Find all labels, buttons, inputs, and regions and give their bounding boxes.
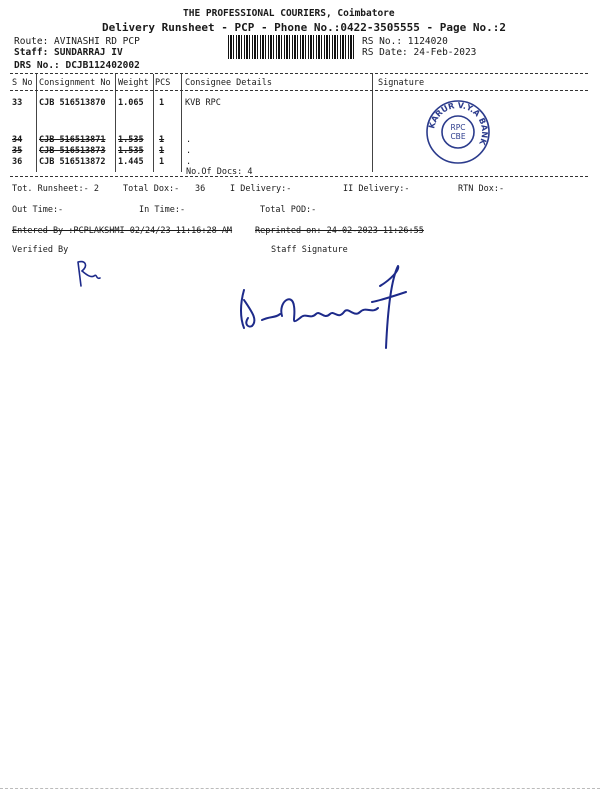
- row-sno: 34: [12, 135, 23, 145]
- page-edge: [0, 788, 600, 789]
- total-dox-value: 36: [195, 184, 206, 194]
- staff-signature: [230, 262, 420, 356]
- row-weight: 1.535: [118, 135, 144, 145]
- row-pcs: 1: [159, 135, 165, 145]
- out-time: Out Time:-: [12, 205, 64, 215]
- in-time: In Time:-: [139, 205, 186, 215]
- col-header-sno: S No: [12, 78, 33, 88]
- row-consignee: KVB RPC: [185, 98, 221, 108]
- row-sno: 35: [12, 146, 23, 156]
- row-pcs: 1: [159, 146, 165, 156]
- row-consignee: .: [186, 146, 192, 156]
- row-consignment: CJB 516513871: [39, 135, 106, 145]
- entered-by: Entered By :PCPLAKSHMI 02/24/23 11:16:28 AM: [12, 226, 233, 236]
- row-consignment: CJB 516513870: [39, 98, 106, 108]
- row-weight: 1.535: [118, 146, 144, 156]
- svg-text:KARUR V.Y.A BANK: KARUR V.Y.A BANK: [427, 100, 490, 147]
- row-pcs: 1: [159, 157, 165, 167]
- row-consignment: CJB 516513873: [39, 146, 106, 156]
- row-weight: 1.065: [118, 98, 144, 108]
- tot-runsheet: Tot. Runsheet:- 2: [12, 184, 99, 194]
- column-divider: [36, 74, 37, 172]
- staff-label: Staff: SUNDARRAJ IV: [14, 47, 123, 58]
- col-header-pcs: PCS: [155, 78, 171, 88]
- rtn-dox: RTN Dox:-: [458, 184, 505, 194]
- column-divider: [181, 74, 182, 172]
- svg-text:CBE: CBE: [450, 132, 466, 141]
- staff-signature-label: Staff Signature: [271, 245, 348, 255]
- divider: [10, 90, 588, 91]
- rs-number: RS No.: 1124020: [362, 36, 448, 47]
- row-pcs: 1: [159, 98, 165, 108]
- column-divider: [153, 74, 154, 172]
- route-label: Route: AVINASHI RD PCP: [14, 36, 140, 47]
- row-sno: 33: [12, 98, 23, 108]
- ii-delivery: II Delivery:-: [343, 184, 410, 194]
- column-divider: [115, 74, 116, 172]
- row-consignee: .: [186, 135, 192, 145]
- svg-text:RPC: RPC: [450, 123, 466, 132]
- total-pod: Total POD:-: [260, 205, 317, 215]
- row-consignment: CJB 516513872: [39, 157, 106, 167]
- column-divider: [372, 74, 373, 172]
- verifier-initials: [70, 256, 110, 290]
- drs-number: DRS No.: DCJB112402002: [14, 60, 140, 71]
- runsheet-subtitle: Delivery Runsheet - PCP - Phone No.:0422-3505555 - Page No.:2: [102, 21, 506, 34]
- reprinted-on: Reprinted on: 24-02-2023 11:26:55: [255, 226, 424, 236]
- total-dox-label: Total Dox:-: [123, 184, 180, 194]
- company-title: THE PROFESSIONAL COURIERS, Coimbatore: [183, 8, 395, 19]
- divider: [10, 176, 588, 177]
- col-header-signature: Signature: [378, 78, 425, 88]
- row-sno: 36: [12, 157, 23, 167]
- col-header-consignee: Consignee Details: [185, 78, 272, 88]
- i-delivery: I Delivery:-: [230, 184, 292, 194]
- verified-by: Verified By: [12, 245, 69, 255]
- divider: [10, 73, 588, 74]
- rs-date: RS Date: 24-Feb-2023: [362, 47, 477, 58]
- col-header-consignment: Consignment No: [39, 78, 111, 88]
- no-of-docs: No.Of Docs: 4: [186, 167, 253, 177]
- bank-seal-stamp: [418, 96, 498, 168]
- col-header-weight: Weight: [118, 78, 149, 88]
- row-weight: 1.445: [118, 157, 144, 167]
- row-consignee: .: [186, 157, 192, 167]
- barcode: [228, 35, 356, 59]
